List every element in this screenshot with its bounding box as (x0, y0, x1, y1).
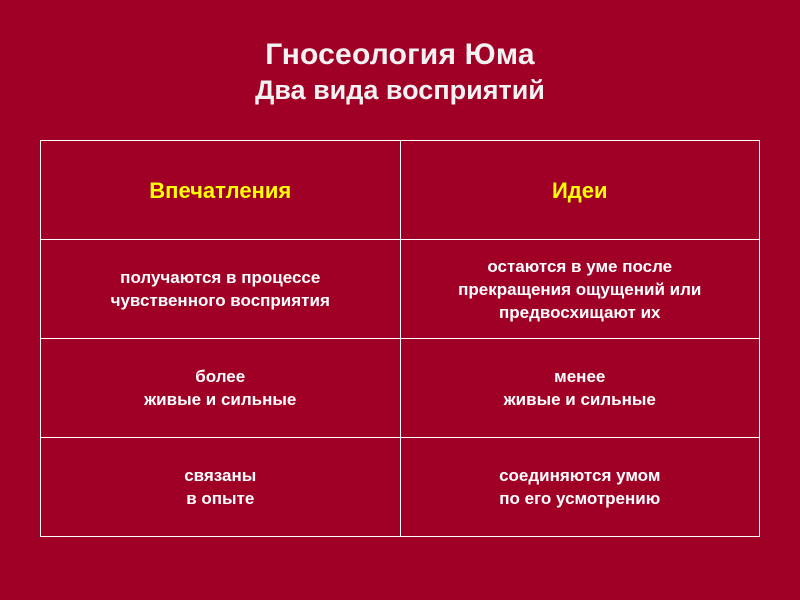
table-cell-ideas: менее живые и сильные (400, 339, 760, 438)
comparison-table (40, 140, 760, 537)
table-row (41, 240, 760, 339)
table-cell-impressions: связаны в опыте (41, 438, 401, 537)
slide-title (0, 36, 800, 106)
table-row (41, 438, 760, 537)
slide-title-main: Гносеология Юма (265, 38, 535, 71)
table-row (41, 339, 760, 438)
table-cell-ideas: соединяются умом по его усмотрению (400, 438, 760, 537)
table-cell-impressions: более живые и сильные (41, 339, 401, 438)
table-header-row (41, 141, 760, 240)
header-impressions: Впечатления (41, 141, 401, 240)
slide-subtitle: Два вида восприятий (255, 75, 545, 105)
table-cell-impressions: получаются в процессе чувственного восприятия (41, 240, 401, 339)
table-cell-ideas: остаются в уме после прекращения ощущений или предвосхищают их (400, 240, 760, 339)
header-ideas: Идеи (400, 141, 760, 240)
